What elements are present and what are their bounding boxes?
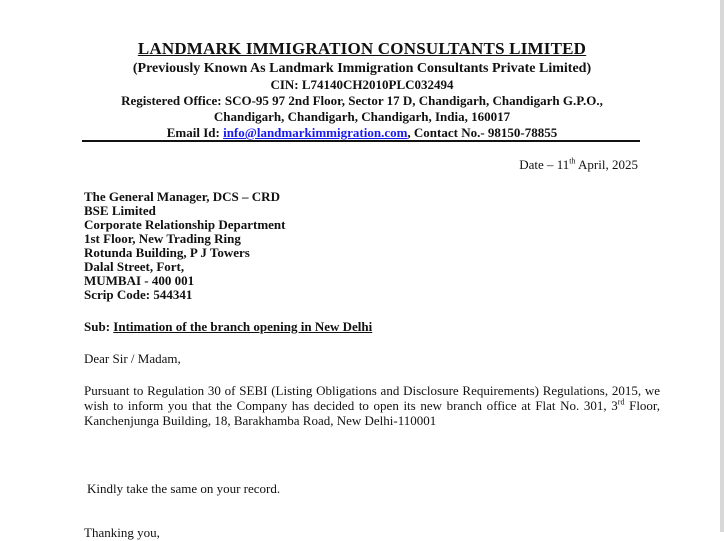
address-line: MUMBAI - 400 001: [84, 273, 195, 288]
company-name: LANDMARK IMMIGRATION CONSULTANTS LIMITED: [137, 39, 587, 58]
body-paragraph: [84, 383, 660, 428]
letterhead: [84, 38, 640, 141]
body-text-part-2: Floor, Kanchenjunga Building, 18, Barakhamba Road, New Delhi-110001: [84, 398, 660, 428]
thanks-line: Thanking you,: [84, 525, 160, 540]
address-line: 1st Floor, New Trading Ring: [84, 231, 241, 246]
address-line: The General Manager, DCS – CRD: [84, 189, 280, 204]
closing-line: Kindly take the same on your record.: [87, 481, 281, 496]
subject-line: [84, 319, 372, 335]
recipient-address: [84, 190, 285, 302]
registered-office-line-2: Chandigarh, Chandigarh, Chandigarh, India, 160017: [213, 109, 511, 124]
letterhead-divider: [82, 140, 640, 142]
contact-line: [84, 125, 640, 141]
cin: CIN: L74140CH2010PLC032494: [270, 77, 454, 92]
subject-label: Sub:: [84, 319, 114, 334]
date-ordinal: th: [569, 156, 576, 166]
registered-office-line-1: Registered Office: SCO-95 97 2nd Floor, Sector 17 D, Chandigarh, Chandigarh G.P.O.,: [121, 93, 603, 108]
email-link[interactable]: info@landmarkimmigration.com: [223, 125, 408, 140]
subject-text: Intimation of the branch opening in New Delhi: [113, 319, 373, 334]
letter-date: [519, 157, 638, 173]
address-line: Rotunda Building, P J Towers: [84, 245, 250, 260]
former-name: (Previously Known As Landmark Immigration Consultants Private Limited): [132, 61, 592, 76]
body-text-part-1: Pursuant to Regulation 30 of SEBI (Listing Obligations and Disclosure Requirements) Regulations, 2015, we wish to inform you that the Company has decided to open its new branch office at Flat No. 301, 3: [84, 383, 660, 413]
body-ordinal: rd: [617, 397, 625, 407]
page-edge: [720, 0, 724, 532]
address-line: BSE Limited: [84, 203, 156, 218]
address-line: Scrip Code: 544341: [84, 287, 193, 302]
date-prefix: Date – 11: [519, 157, 570, 172]
address-line: Corporate Relationship Department: [84, 217, 286, 232]
email-label: Email Id:: [166, 125, 224, 140]
address-line: Dalal Street, Fort,: [84, 259, 185, 274]
contact-number: , Contact No.- 98150-78855: [407, 125, 558, 140]
date-rest: April, 2025: [575, 157, 638, 172]
salutation: Dear Sir / Madam,: [84, 351, 181, 366]
